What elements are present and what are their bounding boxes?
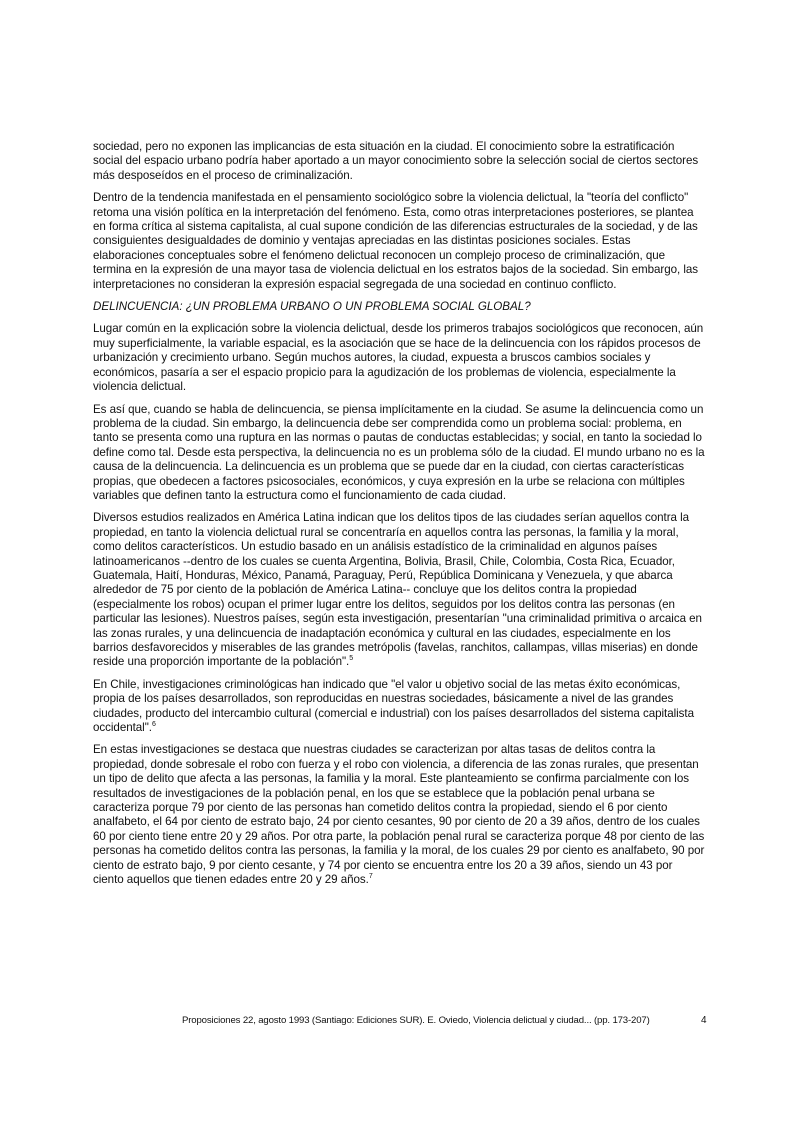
paragraph-urbanization: Lugar común en la explicación sobre la violencia delictual, desde los primeros trabajos sociológicos que reconocen, aún muy superficialmente, la variable espacial, es la asociación que se hace de la delincuencia con los rápidos procesos de urbanización y crecimiento urbano. Según muchos autores, la ciudad, expuesta a bruscos cambios sociales y económicos, pasaría a ser el espacio propicio para la agudización de los problemas de violencia, especialmente la violencia delictual. — [93, 322, 704, 394]
footnote-ref-6[interactable]: 6 — [151, 721, 156, 729]
paragraph-chile-text: En Chile, investigaciones criminológicas han indicado que "el valor u objetivo social de las metas éxito económicas, propia de los países desarrollados, son reproducidas en nuestras sociedades, básicamente a nivel de las grandes ciudades, producto del intercambio cultural (comercial e industrial) con los países desarrollados del sistema capitalista occidental". — [93, 677, 694, 735]
paragraph-conflict-theory: Dentro de la tendencia manifestada en el pensamiento sociológico sobre la violencia delictual, la "teoría del conflicto" retoma una visión política en la interpretación del fenómeno. Esta, como otras interpretaciones posteriores, se plantea en forma crítica al sistema capitalista, al cual supone condición de las diferencias estructurales de la sociedad, y de las consiguientes desigualdades de dominio y ventajas apreciadas en las distintas posiciones sociales. Estas elaboraciones conceptuales sobre el fenómeno delictual reconocen un complejo proceso de criminalización, que termina en la expresión de una mayor tasa de violencia delictual en los estratos bajos de la sociedad. Sin embargo, las interpretaciones no consideran la expresión espacial segregada de una sociedad en continuo conflicto. — [93, 191, 699, 291]
footnote-ref-7[interactable]: 7 — [368, 873, 373, 881]
paragraph-chile — [93, 678, 705, 736]
section-heading: DELINCUENCIA: ¿UN PROBLEMA URBANO O UN PROBLEMA SOCIAL GLOBAL? — [93, 300, 531, 314]
paragraph-latin-america-text: Diversos estudios realizados en América Latina indican que los delitos tipos de las ciudades serían aquellos contra la propiedad, en tanto la violencia delictual rural se concentraría en aquellos contra las personas, la familia y la moral, como delitos característicos. Un estudio basado en un análisis estadístico de la criminalidad en algunos países latinoamericanos --dentro de los cuales se cuenta Argentina, Bolivia, Brasil, Chile, Colombia, Costa Rica, Ecuador, Guatemala, Haití, Honduras, México, Panamá, Paraguay, Perú, República Dominicana y Venezuela, y que abarca alrededor de 75 por ciento de la población de América Latina-- concluye que los delitos contra la propiedad (especialmente los robos) ocupan el primer lugar entre los delitos, seguidos por los delitos contra las personas (en particular las lesiones). Nuestros países, según esta investigación, presentarían "una criminalidad primitiva o arcaica en las zonas rurales, y una delincuencia de inadaptación económica y cultural en las ciudades, especialmente en los barrios desfavorecidos y miserables de las grandes metrópolis (favelas, ranchitos, callampas, villas miserias) en donde reside una proporción importante de la población". — [93, 511, 702, 669]
paragraph-stratification: sociedad, pero no exponen las implicancias de esta situación en la ciudad. El conocimiento sobre la estratificación social del espacio urbano podría haber aportado a un mayor conocimiento sobre la selección social de ciertos sectores más desposeídos en el proceso de criminalización. — [93, 140, 699, 182]
page-footer — [182, 1015, 712, 1027]
paragraph-penal-population — [93, 743, 705, 887]
paragraph-social-problem: Es así que, cuando se habla de delincuencia, se piensa implícitamente en la ciudad. Se asume la delincuencia como un problema de la ciudad. Sin embargo, la delincuencia debe ser comprendida como un problema social: problema, en tanto se presenta como una ruptura en las normas o pautas de conductas establecidas; y social, en tanto la sociedad lo define como tal. Desde esta perspectiva, la delincuencia no es un problema sólo de la ciudad. El mundo urbano no es la causa de la delincuencia. La delincuencia es un problema que se puede dar en la ciudad, con ciertas características propias, que obedecen a factores psicosociales, económicos, y cuya expresión en la urbe se relaciona con múltiples variables que definen tanto la estructura como el funcionamiento de cada ciudad. — [93, 402, 705, 502]
page-number: 4 — [701, 1015, 707, 1026]
footer-citation: Proposiciones 22, agosto 1993 (Santiago: Ediciones SUR). E. Oviedo, Violencia delictual y ciudad... (pp. 173-207) — [182, 1015, 650, 1026]
paragraph-latin-america — [93, 511, 705, 669]
document-body — [93, 140, 705, 896]
footnote-ref-5[interactable]: 5 — [349, 655, 354, 663]
paragraph-penal-population-text: En estas investigaciones se destaca que nuestras ciudades se caracterizan por altas tasas de delitos contra la propiedad, donde sobresale el robo con fuerza y el robo con violencia, a diferencia de las zonas rurales, que presentan un tipo de delito que afecta a las personas, la familia y la moral. Este planteamiento se confirma parcialmente con los resultados de investigaciones de la población penal, en los que se establece que la población penal urbana se caracteriza porque 79 por ciento de las personas han cometido delitos contra la propiedad, siendo el 6 por ciento analfabeto, el 64 por ciento de estrato bajo, 24 por ciento cesantes, 90 por ciento de 20 a 39 años, dentro de los cuales 60 por ciento tiene entre 20 y 29 años. Por otra parte, la población penal rural se caracteriza porque 48 por ciento de las personas ha cometido delitos contra las personas, la familia y la moral, de los cuales 29 por ciento es analfabeto, 90 por ciento de estrato bajo, 9 por ciento cesante, y 74 por ciento se encuentra entre los 20 a 39 años, siendo un 43 por ciento aquellos que tienen edades entre 20 y 29 años. — [93, 743, 705, 887]
